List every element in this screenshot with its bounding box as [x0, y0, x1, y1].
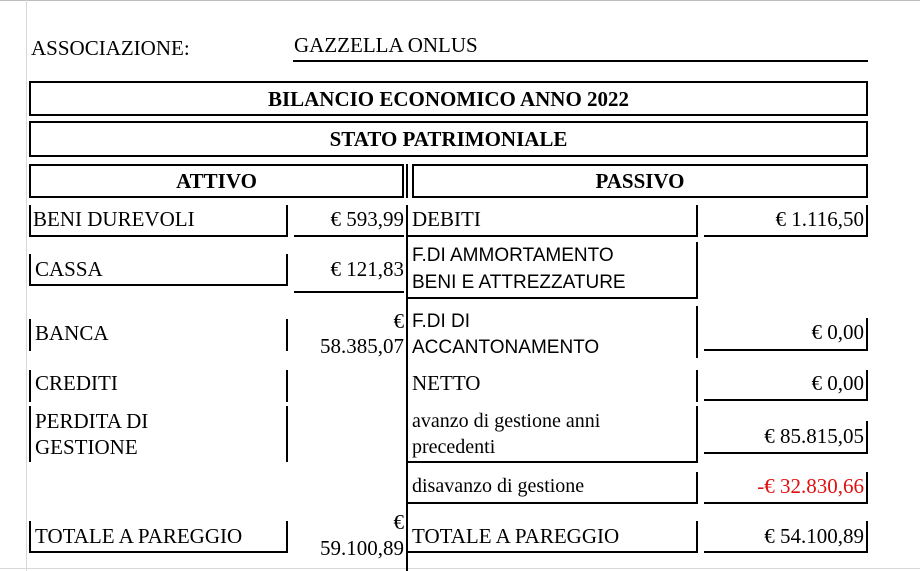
accantonamento-right-border [696, 306, 698, 358]
totale-passivo-value-underline [704, 551, 868, 553]
debiti-value-right-border [866, 205, 868, 237]
avanzo-underline [408, 461, 697, 463]
accantonamento-label-line2: ACCANTONAMENTO [412, 337, 600, 358]
perdita-left-border [29, 406, 31, 462]
avanzo-value-right-border [866, 421, 868, 454]
ammortamento-label-line2: BENI E ATTREZZATURE [412, 272, 626, 293]
header-divider [406, 164, 408, 198]
banca-label: BANCA [35, 321, 109, 345]
banca-left-border [29, 319, 31, 351]
beni-underline [29, 235, 287, 237]
avanzo-label-line1: avanzo di gestione anni [412, 410, 601, 432]
beni-durevoli-value: € 593,99 [330, 207, 404, 231]
page-bottom-border [0, 568, 920, 569]
crediti-label: CREDITI [35, 371, 118, 395]
avanzo-value-underline [704, 452, 868, 454]
banca-value: 58.385,07 [320, 334, 404, 358]
attivo-header-box [29, 164, 404, 198]
cassa-right-border [286, 254, 288, 286]
crediti-left-border [29, 370, 31, 402]
totale-attivo-value: 59.100,89 [320, 536, 404, 560]
disavanzo-label: disavanzo di gestione [412, 475, 585, 497]
disavanzo-value: -€ 32.830,66 [757, 474, 864, 498]
ammortamento-label-line1: F.DI AMMORTAMENTO [412, 245, 614, 266]
totale-attivo-left-border [29, 521, 31, 553]
beni-right-border [286, 205, 288, 237]
section-title: STATO PATRIMONIALE [329, 127, 568, 151]
netto-label: NETTO [412, 371, 481, 395]
cassa-value: € 121,83 [330, 257, 404, 281]
avanzo-label-line2: precedenti [412, 436, 496, 458]
perdita-label-line1: PERDITA DI [35, 409, 149, 433]
totale-passivo-right-border [696, 521, 698, 553]
accantonamento-value-right-border [866, 318, 868, 351]
totale-passivo-underline [408, 551, 697, 553]
cassa-left-border [29, 254, 31, 286]
debiti-underline [408, 235, 697, 237]
document-title: BILANCIO ECONOMICO ANNO 2022 [267, 86, 630, 111]
ammortamento-underline [408, 297, 697, 299]
beni-value-underline [294, 235, 404, 237]
avanzo-right-border [696, 406, 698, 463]
middle-divider [406, 205, 408, 571]
netto-value-right-border [866, 370, 868, 401]
totale-attivo-right-border [286, 521, 288, 553]
debiti-value: € 1.116,50 [775, 207, 864, 231]
disavanzo-value-right-border [866, 472, 868, 504]
totale-passivo-value-right-border [866, 521, 868, 553]
disavanzo-underline [408, 502, 697, 504]
accantonamento-label-line1: F.DI DI [412, 311, 471, 332]
accantonamento-value-underline [704, 349, 868, 351]
passivo-header: PASSIVO [595, 169, 685, 193]
debiti-label: DEBITI [412, 207, 481, 231]
debiti-right-border [696, 205, 698, 237]
crediti-right-border [286, 370, 288, 402]
association-underline [293, 60, 868, 62]
totale-passivo-value: € 54.100,89 [764, 524, 864, 548]
debiti-value-underline [704, 235, 868, 237]
title-box [29, 81, 868, 116]
avanzo-value: € 85.815,05 [764, 424, 864, 448]
page-top-border [0, 0, 920, 1]
cassa-label: CASSA [35, 257, 103, 281]
beni-left-border [29, 205, 31, 237]
disavanzo-value-underline [704, 502, 868, 504]
totale-passivo-label: TOTALE A PAREGGIO [412, 524, 620, 548]
beni-durevoli-label: BENI DUREVOLI [33, 207, 195, 231]
perdita-right-border [286, 406, 288, 462]
attivo-header: ATTIVO [176, 169, 257, 193]
page-left-border [26, 0, 27, 571]
section-box [29, 121, 868, 157]
totale-attivo-currency: € [393, 510, 404, 534]
disavanzo-right-border [696, 472, 698, 504]
netto-value-underline [704, 399, 868, 401]
cassa-value-underline [294, 291, 404, 293]
netto-value: € 0,00 [811, 371, 864, 395]
passivo-header-box [412, 164, 868, 198]
ammortamento-right-border [696, 242, 698, 299]
cassa-underline [29, 284, 287, 286]
totale-attivo-label: TOTALE A PAREGGIO [35, 524, 243, 548]
association-label: ASSOCIAZIONE: [31, 36, 190, 60]
totale-attivo-underline [29, 551, 287, 553]
perdita-label-line2: GESTIONE [35, 435, 138, 459]
banca-value-currency: € [393, 309, 404, 333]
accantonamento-value: € 0,00 [811, 320, 864, 344]
netto-right-border [696, 370, 698, 402]
banca-right-border [286, 319, 288, 351]
association-name: GAZZELLA ONLUS [294, 33, 478, 57]
